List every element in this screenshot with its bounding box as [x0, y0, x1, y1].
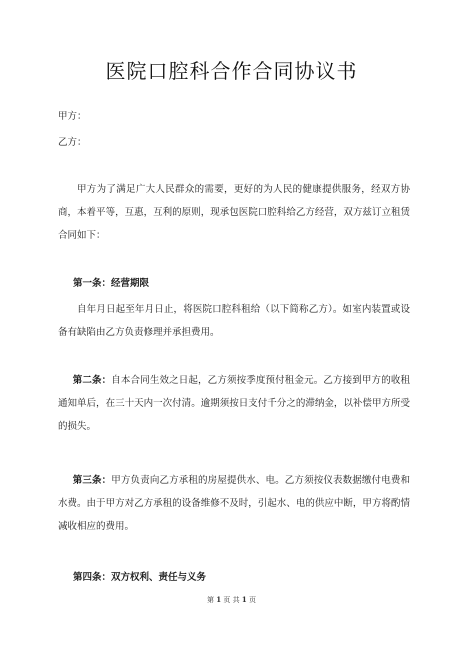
footer-pre: 第	[207, 596, 217, 604]
page-footer	[0, 595, 463, 605]
preamble-paragraph: 甲方为了满足广大人民群众的需要，更好的为人民的健康提供服务，经双方协商，本着平等，互惠，互利的原则，现承包医院口腔科给乙方经营，双方兹订立租赁合同如下：	[58, 184, 410, 241]
party-a-label: 甲方：	[58, 111, 87, 122]
article3-body: 甲方负责向乙方承租的房屋提供水、电。乙方须按仪表数据缴付电费和水费。由于甲方对乙方承租的设备维修不及时，引起水、电的供应中断，甲方将酌情减收相应的费用。	[58, 475, 410, 532]
article4-heading: 第四条：双方权利、责任与义务	[73, 572, 207, 583]
document-title: 医院口腔科合作合同协议书	[105, 59, 358, 83]
article3-lead: 第三条：	[72, 475, 112, 486]
article2-lead: 第二条：	[72, 375, 112, 386]
article3-paragraph	[58, 469, 410, 538]
article2-paragraph	[58, 369, 410, 438]
party-b-label: 乙方：	[58, 137, 87, 148]
article1-heading: 第一条：经营期限	[73, 278, 150, 289]
footer-post: 页	[246, 596, 256, 604]
article1-body: 自年月日起至年月日止，将医院口腔科租给（以下简称乙方）。如室内装置或设备有缺陷由乙方负责修理并承担费用。	[58, 304, 410, 338]
footer-page-number: 1	[216, 595, 222, 604]
footer-total-pages: 1	[241, 595, 247, 604]
article2-body: 自本合同生效之日起，乙方须按季度预付租金元。乙方接到甲方的收租通知单后，在三十天内一次付清。逾期须按日支付千分之的滞纳金，以补偿甲方所受的损失。	[58, 375, 410, 432]
footer-mid: 页 共	[221, 596, 242, 604]
